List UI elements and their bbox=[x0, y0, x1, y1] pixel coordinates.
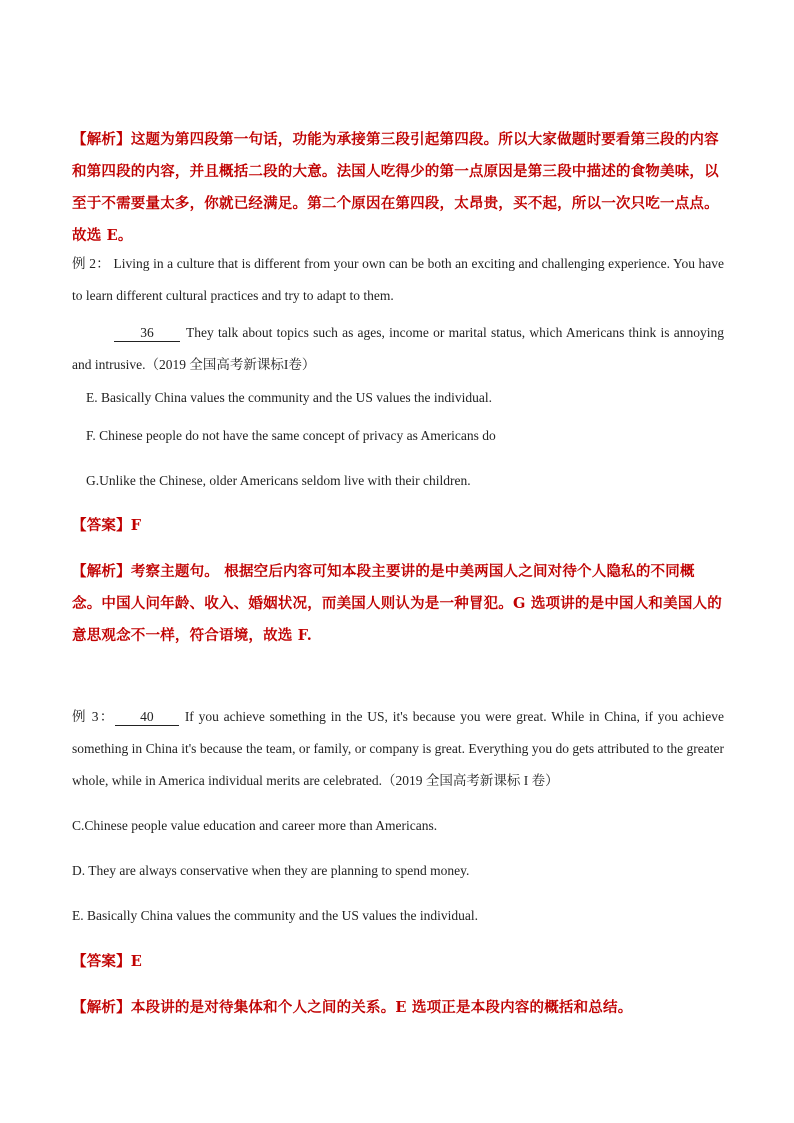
analysis-tag: 【解析】 bbox=[72, 563, 131, 580]
blank-36[interactable]: 36 bbox=[114, 325, 180, 342]
analysis-tag: 【解析】 bbox=[72, 999, 131, 1016]
example-3-analysis bbox=[72, 992, 724, 1024]
example-2-text: Living in a culture that is different from your own can be both an exciting and challenging experience. You have to learn different cultural practices and try to adapt to them. bbox=[72, 256, 725, 303]
example-2-option-g: G.Unlike the Chinese, older Americans seldom live with their children. bbox=[86, 473, 471, 488]
example-3-label: 例 3： bbox=[72, 709, 115, 724]
example-3-option-d: D. They are always conservative when they are planning to spend money. bbox=[72, 863, 470, 878]
analysis-tag: 【解析】 bbox=[72, 131, 131, 148]
blank-40[interactable]: 40 bbox=[115, 709, 179, 726]
analysis-text: 考察主题句。 根据空后内容可知本段主要讲的是中美两国人之间对待个人隐私的不同概念。中国人问年龄、收入、婚姻状况，而美国人则认为是一种冒犯。G 选项讲的是中国人和美国人的意思观念不一样，符合语境，故选 F. bbox=[72, 563, 722, 644]
example-2-option-f: F. Chinese people do not have the same concept of privacy as Americans do bbox=[86, 428, 496, 443]
example-3-option-c: C.Chinese people value education and career more than Americans. bbox=[72, 818, 438, 833]
analysis-text: 本段讲的是对待集体和个人之间的关系。E 选项正是本段内容的概括和总结。 bbox=[130, 999, 633, 1016]
question-text: They talk about topics such as ages, income or marital status, which Americans think is annoying and intrusive.（2019 全国高考新课标I卷） bbox=[72, 325, 724, 372]
example-2-passage bbox=[72, 248, 724, 312]
example-3-text: If you achieve something in the US, it's because you were great. While in China, if you achieve something in China it's because the team, or family, or company is great. Everything you do gets attributed to the greater whole, while in America individual merits are celebrated.（2019 全国高考新课标 I 卷） bbox=[72, 709, 725, 788]
example-2-label: 例 2： bbox=[72, 256, 110, 271]
example-3-passage bbox=[72, 701, 724, 797]
analysis-paragraph-1 bbox=[72, 124, 724, 252]
example-3-answer: 【答案】E bbox=[72, 953, 143, 970]
example-2-answer: 【答案】F bbox=[72, 517, 142, 534]
example-3-option-e: E. Basically China values the community and the US values the individual. bbox=[72, 908, 479, 923]
example-2-option-e: E. Basically China values the community and the US values the individual. bbox=[86, 390, 493, 405]
example-2-question bbox=[72, 317, 724, 381]
example-2-analysis bbox=[72, 556, 724, 652]
analysis-text: 这题为第四段第一句话，功能为承接第三段引起第四段。所以大家做题时要看第三段的内容和第四段的内容，并且概括二段的大意。法国人吃得少的第一点原因是第三段中描述的食物美味，以至于不需要量太多，你就已经满足。第二个原因在第四段，太昂贵，买不起，所以一次只吃一点点。故选 E。 bbox=[72, 131, 719, 244]
